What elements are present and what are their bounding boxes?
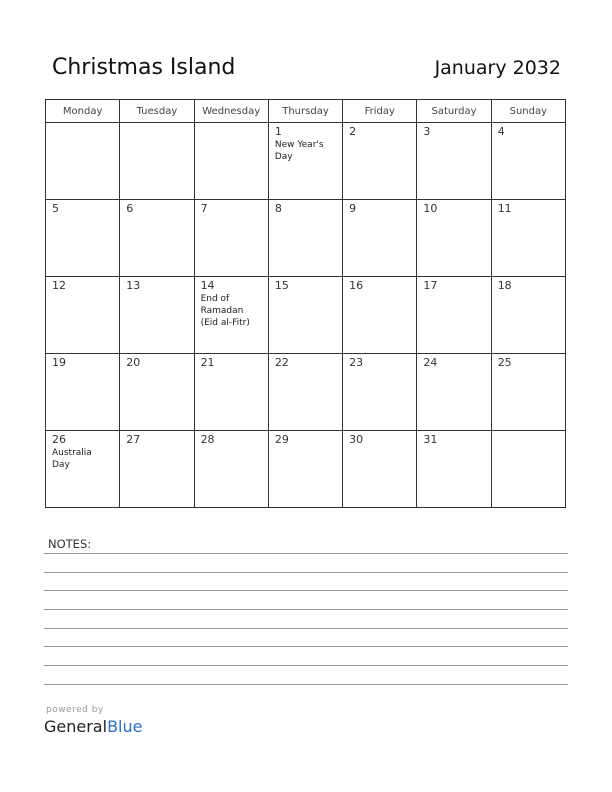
week-row	[46, 354, 566, 431]
note-line	[44, 646, 568, 647]
day-cell[interactable]	[268, 431, 342, 508]
day-cell-content	[195, 200, 268, 215]
day-cell-content	[492, 123, 565, 138]
day-cell-content	[417, 200, 490, 215]
weekday-header: Saturday	[417, 100, 491, 123]
day-cell[interactable]	[46, 277, 120, 354]
day-number: 11	[497, 202, 512, 215]
day-cell[interactable]	[46, 200, 120, 277]
day-cell[interactable]	[491, 123, 565, 200]
week-row	[46, 277, 566, 354]
day-number: 2	[349, 125, 357, 138]
day-cell-content	[120, 431, 193, 446]
day-cell-content	[343, 431, 416, 446]
day-number: 24	[423, 356, 438, 369]
day-number: 5	[52, 202, 59, 215]
day-number: 9	[349, 202, 357, 215]
calendar-month: January 2032	[434, 57, 561, 79]
brand-blue: Blue	[107, 717, 143, 736]
day-number: 13	[126, 279, 141, 292]
day-cell-content	[195, 354, 268, 369]
day-cell[interactable]	[491, 277, 565, 354]
note-line	[44, 684, 568, 685]
week-row	[46, 123, 566, 200]
day-cell-content	[269, 277, 342, 292]
day-cell[interactable]	[417, 200, 491, 277]
day-number: 21	[200, 356, 215, 369]
day-cell-content	[417, 354, 490, 369]
powered-by-text: powered by	[46, 705, 104, 715]
day-cell[interactable]	[46, 354, 120, 431]
day-cell-content	[492, 200, 565, 215]
day-cell[interactable]	[194, 431, 268, 508]
weekday-header: Monday	[46, 100, 120, 123]
day-cell[interactable]	[120, 431, 194, 508]
day-cell-content	[120, 200, 193, 215]
day-cell-content	[46, 123, 119, 125]
day-number: 18	[497, 279, 512, 292]
day-cell[interactable]	[417, 354, 491, 431]
day-number: 15	[274, 279, 289, 292]
day-cell-content	[343, 354, 416, 369]
day-cell[interactable]	[268, 200, 342, 277]
day-number: 27	[126, 433, 141, 446]
weekday-header: Friday	[343, 100, 417, 123]
day-cell[interactable]	[120, 200, 194, 277]
holiday-label: New Year's Day	[274, 140, 324, 162]
weekday-header: Wednesday	[194, 100, 268, 123]
day-cell[interactable]	[417, 277, 491, 354]
note-line	[44, 628, 568, 629]
day-number: 30	[349, 433, 364, 446]
weekday-header-row	[46, 100, 566, 123]
day-cell[interactable]	[343, 431, 417, 508]
day-number: 26	[52, 433, 66, 446]
day-cell[interactable]	[343, 277, 417, 354]
note-line	[44, 609, 568, 610]
day-cell[interactable]	[417, 431, 491, 508]
notes-label: NOTES:	[48, 537, 92, 551]
calendar-grid	[45, 99, 566, 508]
note-line	[44, 572, 568, 573]
day-number: 25	[497, 356, 512, 369]
day-number: 22	[274, 356, 289, 369]
brand-general: General	[44, 717, 108, 736]
day-number: 31	[423, 433, 438, 446]
holiday-label: End of Ramadan (Eid al-Fitr)	[200, 294, 250, 328]
day-number: 12	[52, 279, 66, 292]
note-line	[44, 553, 568, 554]
day-cell[interactable]	[491, 200, 565, 277]
day-number: 23	[349, 356, 364, 369]
note-line	[44, 665, 568, 666]
day-cell-content	[492, 277, 565, 292]
day-cell-content	[417, 277, 490, 292]
day-cell[interactable]	[268, 354, 342, 431]
day-number: 20	[126, 356, 141, 369]
day-cell[interactable]	[268, 277, 342, 354]
week-row	[46, 431, 566, 508]
day-cell[interactable]	[46, 123, 120, 200]
day-cell[interactable]	[194, 200, 268, 277]
day-cell[interactable]	[46, 431, 120, 508]
day-cell-content	[46, 431, 119, 471]
week-row	[46, 200, 566, 277]
day-cell-content	[46, 354, 119, 369]
day-cell[interactable]	[120, 354, 194, 431]
day-cell[interactable]	[120, 123, 194, 200]
day-number: 16	[349, 279, 364, 292]
brand-logo[interactable]	[44, 717, 142, 736]
day-number: 3	[423, 125, 431, 138]
day-cell-content	[343, 277, 416, 292]
day-cell-content	[120, 277, 193, 292]
weekday-header: Thursday	[268, 100, 342, 123]
day-cell-content	[343, 200, 416, 215]
day-cell-content	[120, 123, 193, 125]
day-number: 19	[52, 356, 66, 369]
day-cell-content	[120, 354, 193, 369]
day-cell-content	[269, 431, 342, 446]
day-cell-content	[46, 200, 119, 215]
day-cell[interactable]	[343, 354, 417, 431]
note-line	[44, 590, 568, 591]
day-cell[interactable]	[491, 354, 565, 431]
day-number: 1	[274, 125, 282, 138]
weekday-header: Tuesday	[120, 100, 194, 123]
day-number: 7	[200, 202, 208, 215]
holiday-label: Australia Day	[52, 448, 92, 470]
day-cell-content	[195, 431, 268, 446]
day-number: 8	[274, 202, 282, 215]
day-cell[interactable]	[194, 277, 268, 354]
day-cell[interactable]	[417, 123, 491, 200]
day-cell-content	[195, 123, 268, 125]
day-cell-content	[492, 431, 565, 433]
day-number: 28	[200, 433, 215, 446]
day-number: 14	[200, 279, 215, 292]
day-number: 4	[497, 125, 505, 138]
day-cell-content	[46, 277, 119, 292]
day-cell[interactable]	[194, 123, 268, 200]
day-cell[interactable]	[268, 123, 342, 200]
day-cell-content	[269, 354, 342, 369]
day-cell-content	[417, 123, 490, 138]
calendar-title: Christmas Island	[52, 55, 236, 80]
day-cell-content	[417, 431, 490, 446]
day-cell[interactable]	[343, 200, 417, 277]
day-cell-content	[269, 123, 342, 163]
day-cell[interactable]	[194, 354, 268, 431]
day-number: 6	[126, 202, 134, 215]
day-cell[interactable]	[491, 431, 565, 508]
day-number: 17	[423, 279, 438, 292]
day-cell-content	[269, 200, 342, 215]
day-cell[interactable]	[120, 277, 194, 354]
day-cell-content	[492, 354, 565, 369]
day-number: 29	[274, 433, 289, 446]
day-number: 10	[423, 202, 438, 215]
day-cell[interactable]	[343, 123, 417, 200]
day-cell-content	[195, 277, 268, 329]
weekday-header: Sunday	[491, 100, 565, 123]
day-cell-content	[343, 123, 416, 138]
